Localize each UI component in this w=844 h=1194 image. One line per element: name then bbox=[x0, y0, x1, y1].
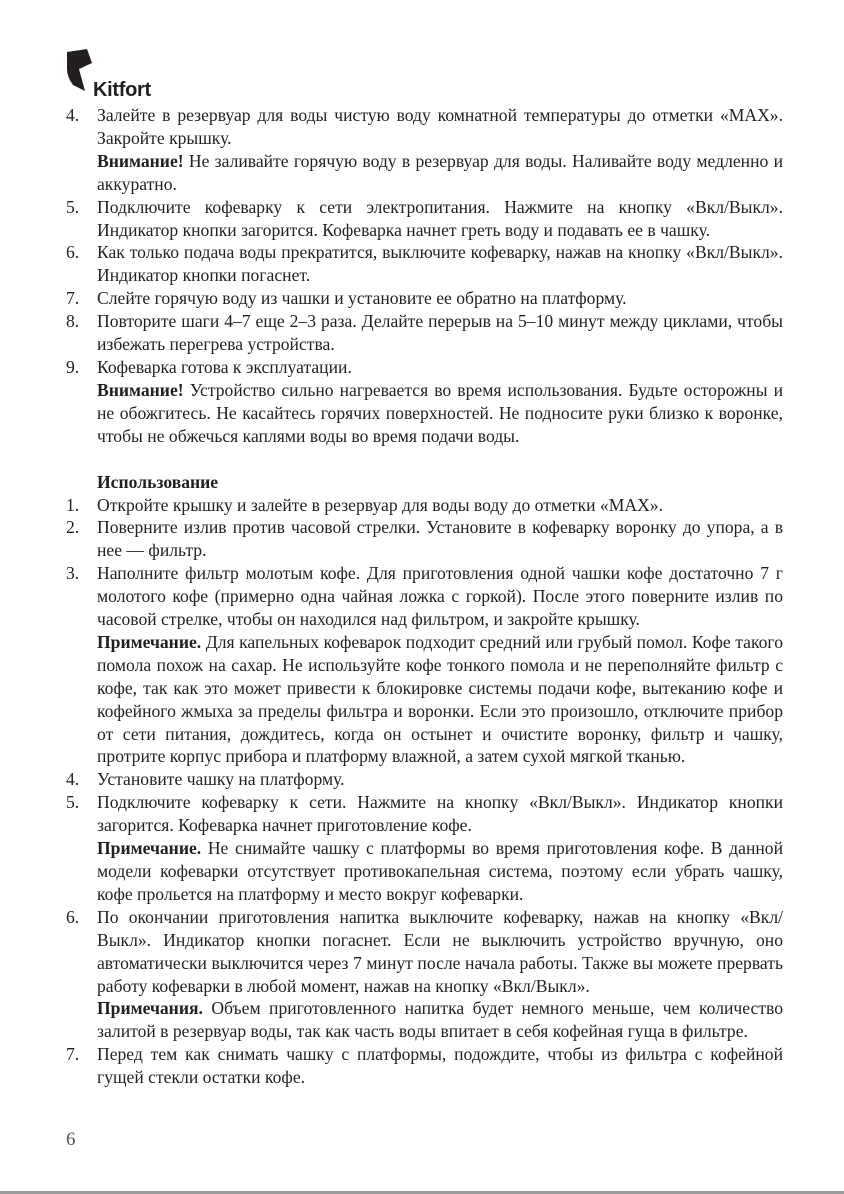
list-item-text: Подключите кофеварку к сети электропитания. Нажмите на кнопку «Вкл/Выкл». Индикатор кнопки загорится. Кофеварка начнет греть воду и подавать ее в чашку. bbox=[97, 196, 783, 240]
list-item-text: Откройте крышку и залейте в резервуар для воды воду до отметки «MAX». bbox=[97, 494, 663, 515]
note-paragraph bbox=[97, 379, 783, 448]
usage-steps bbox=[66, 494, 783, 1090]
note-text: Не снимайте чашку с платформы во время приготовления кофе. В данной модели кофеварки отсутствует противокапельная система, поэтому если убрать чашку, кофе прольется на платформу и место вокруг кофеварки. bbox=[97, 838, 783, 904]
list-item bbox=[66, 310, 783, 356]
list-item-number: 2. bbox=[66, 517, 80, 538]
list-item bbox=[66, 768, 783, 791]
list-item-text: Поверните излив против часовой стрелки. Установите в кофеварку воронку до упора, а в нее — фильтр. bbox=[97, 517, 783, 561]
note-label: Внимание! bbox=[97, 379, 184, 400]
list-item-text: По окончании приготовления напитка выключите кофеварку, нажав на кнопку «Вкл/Выкл». Индикатор кнопки погаснет. Если не выключить устройство вручную, оно автоматически выключится через 7 минут после начала работы. Также вы можете прервать работу кофеварки в любой момент, нажав на кнопку «Вкл/Выкл». bbox=[97, 906, 783, 996]
list-item-number: 7. bbox=[66, 288, 80, 309]
note-text: Объем приготовленного напитка будет немного меньше, чем количество залитой в резервуар воды, так как часть воды впитает в себя кофейная гуща в фильтре. bbox=[97, 998, 783, 1042]
preparation-steps bbox=[66, 104, 783, 448]
list-item bbox=[66, 356, 783, 379]
note-text: Для капельных кофеварок подходит средний или грубый помол. Кофе такого помола похож на сахар. Не используйте кофе тонкого помола и не переполняйте фильтр с кофе, так как это может привести к блокировке системы подачи кофе, вытеканию кофе и кофейного жмыха за пределы фильтра и воронки. Если это произошло, отключите прибор от сети питания, дождитесь, когда он остынет и очистите воронку, фильтр и чашку, протрите корпус прибора и платформу влажной, а затем сухой мягкой тканью. bbox=[97, 631, 783, 767]
list-item-text: Как только подача воды прекратится, выключите кофеварку, нажав на кнопку «Вкл/Выкл». Индикатор кнопки погаснет. bbox=[97, 242, 783, 286]
note-label: Примечания. bbox=[97, 998, 203, 1019]
list-item-number: 7. bbox=[66, 1044, 80, 1065]
list-item bbox=[66, 494, 783, 517]
kitfort-logo-mark-icon bbox=[67, 49, 95, 91]
list-item bbox=[66, 562, 783, 631]
list-item-text: Перед тем как снимать чашку с платформы, подождите, чтобы из фильтра с кофейной гущей стекли остатки кофе. bbox=[97, 1044, 783, 1088]
note-paragraph bbox=[97, 631, 783, 768]
list-item-text: Установите чашку на платформу. bbox=[97, 769, 345, 790]
list-item bbox=[66, 516, 783, 562]
list-item-text: Повторите шаги 4–7 еще 2–3 раза. Делайте перерыв на 5–10 минут между циклами, чтобы избежать перегрева устройства. bbox=[97, 311, 783, 355]
list-item-number: 5. bbox=[66, 196, 80, 217]
list-item bbox=[66, 287, 783, 310]
list-item bbox=[66, 104, 783, 150]
list-item-number: 4. bbox=[66, 769, 80, 790]
list-item-number: 5. bbox=[66, 792, 80, 813]
list-item-text: Слейте горячую воду из чашки и установите ее обратно на платформу. bbox=[97, 288, 627, 309]
note-text: Не заливайте горячую воду в резервуар для воды. Наливайте воду медленно и аккуратно. bbox=[97, 150, 783, 194]
note-text: Устройство сильно нагревается во время использования. Будьте осторожны и не обожгитесь. Не касайтесь горячих поверхностей. Не подносите руки близко к воронке, чтобы не обжечься каплями воды во время подачи воды. bbox=[97, 379, 783, 446]
page-number: 6 bbox=[66, 1129, 76, 1150]
list-item-number: 3. bbox=[66, 563, 80, 584]
note-label: Примечание. bbox=[97, 631, 202, 652]
note-label: Внимание! bbox=[97, 150, 184, 171]
list-item bbox=[66, 906, 783, 998]
kitfort-logo bbox=[67, 49, 187, 105]
list-item bbox=[66, 241, 783, 287]
list-item-text: Кофеварка готова к эксплуатации. bbox=[97, 356, 352, 377]
note-label: Примечание. bbox=[97, 838, 202, 859]
list-item-number: 1. bbox=[66, 494, 80, 515]
list-item-text: Подключите кофеварку к сети. Нажмите на кнопку «Вкл/Выкл». Индикатор кнопки загорится. Кофеварка начнет приготовление кофе. bbox=[97, 792, 783, 836]
section-heading-usage: Использование bbox=[97, 471, 219, 492]
list-item-number: 6. bbox=[66, 242, 80, 263]
note-paragraph bbox=[97, 997, 783, 1043]
list-item bbox=[66, 1043, 783, 1089]
list-item-number: 6. bbox=[66, 906, 80, 927]
list-item-number: 4. bbox=[66, 105, 80, 125]
list-item bbox=[66, 791, 783, 837]
list-item bbox=[66, 196, 783, 242]
logo-wordmark: Kitfort bbox=[93, 79, 151, 101]
list-item-number: 9. bbox=[66, 356, 80, 377]
note-paragraph bbox=[97, 837, 783, 906]
list-item-number: 8. bbox=[66, 311, 80, 332]
list-item-text: Залейте в резервуар для воды чистую воду комнатной температуры до отметки «MAX». Закройте крышку. bbox=[97, 105, 783, 148]
list-item-text: Наполните фильтр молотым кофе. Для приготовления одной чашки кофе достаточно 7 г молотого кофе (примерно одна чайная ложка с горкой). После этого поверните излив по часовой стрелке, чтобы он находился над фильтром, и закройте крышку. bbox=[97, 563, 783, 630]
instructions-text bbox=[66, 104, 783, 1089]
note-paragraph bbox=[97, 150, 783, 196]
